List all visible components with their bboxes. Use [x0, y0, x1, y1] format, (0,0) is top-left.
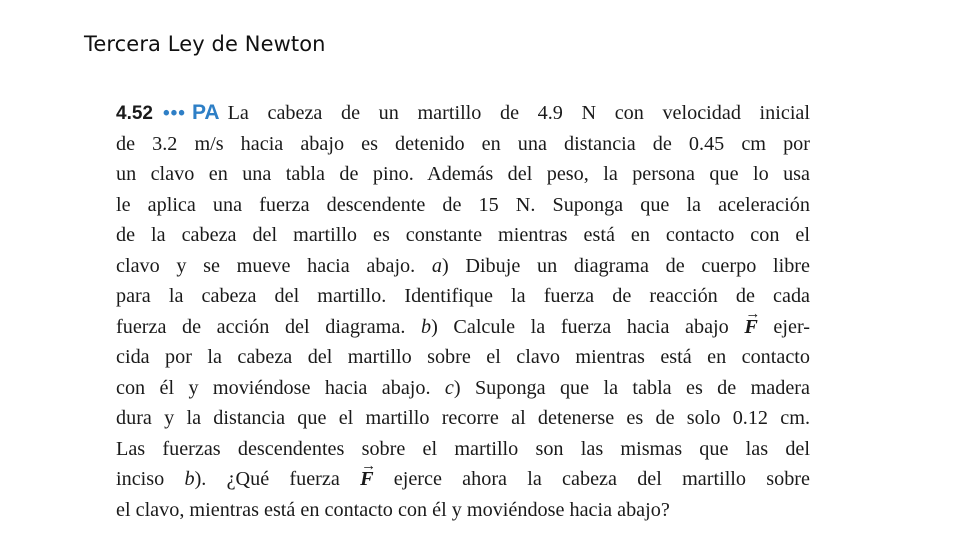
problem-text-run: ). ¿Qué fuerza — [194, 468, 361, 490]
problem-text-run: ejer- — [757, 315, 810, 338]
problem-text — [116, 98, 810, 525]
force-vector-symbol: → F — [360, 464, 373, 495]
part-label: b — [184, 468, 195, 490]
problem-line — [116, 403, 810, 434]
problem-tag: PA — [191, 101, 220, 124]
problem-text-run: La cabeza de un martillo de 4.9 N con velocidad inicial — [227, 102, 810, 124]
problem-text-run: clavo y se mueve hacia abajo. — [116, 254, 432, 277]
problem-line — [116, 281, 810, 312]
problem-line — [116, 251, 810, 282]
slide-title: Tercera Ley de Newton — [84, 32, 326, 56]
problem-text-run: inciso — [116, 468, 185, 490]
part-label: c — [444, 376, 454, 399]
problem-line — [116, 312, 810, 343]
problem-number: 4.52 — [116, 103, 153, 124]
difficulty-dots: ••• — [162, 103, 186, 124]
problem-line — [116, 342, 810, 373]
problem-line — [116, 98, 810, 129]
problem-text-run: para la cabeza del martillo. Identifique la fuerza de reacción de cada — [116, 285, 810, 307]
problem-line — [116, 190, 810, 221]
part-label: b — [420, 315, 432, 338]
problem-text-run: ejerce ahora la cabeza del martillo sobre — [373, 468, 810, 490]
problem-line — [116, 159, 810, 190]
problem-text-run: de la cabeza del martillo es constante mientras está en contacto con el — [116, 224, 810, 246]
problem-text-run: cida por la cabeza del martillo sobre el clavo mientras está en contacto — [116, 346, 810, 368]
problem-text-run: un clavo en una tabla de pino. Además del peso, la persona que lo usa — [116, 163, 810, 185]
problem-text-run: el clavo, mientras está en contacto con él y moviéndose hacia abajo? — [116, 498, 670, 521]
problem-line — [116, 434, 810, 465]
problem-line — [116, 373, 810, 404]
problem-text-run: le aplica una fuerza descendente de 15 N. Suponga que la aceleración — [116, 193, 810, 216]
part-label: a — [431, 254, 442, 277]
problem-line — [116, 220, 810, 251]
problem-text-run: con él y moviéndose hacia abajo. — [116, 376, 445, 399]
problem-text-run: ) Suponga que la tabla es de madera — [453, 376, 810, 399]
problem-text-run: dura y la distancia que el martillo recorre al detenerse es de solo 0.12 cm. — [116, 407, 810, 429]
problem-line — [116, 129, 810, 160]
problem-line — [116, 464, 810, 495]
problem-line — [116, 495, 810, 526]
problem-text-run: Las fuerzas descendentes sobre el martillo son las mismas que las del — [116, 437, 810, 460]
problem-text-run: ) Dibuje un diagrama de cuerpo libre — [441, 254, 810, 277]
problem-text-run: de 3.2 m/s hacia abajo es detenido en una distancia de 0.45 cm por — [116, 132, 810, 155]
force-vector-symbol: → F — [744, 312, 757, 343]
problem-text-run: fuerza de acción del diagrama. — [116, 315, 421, 338]
problem-text-run: ) Calcule la fuerza hacia abajo — [431, 315, 745, 338]
